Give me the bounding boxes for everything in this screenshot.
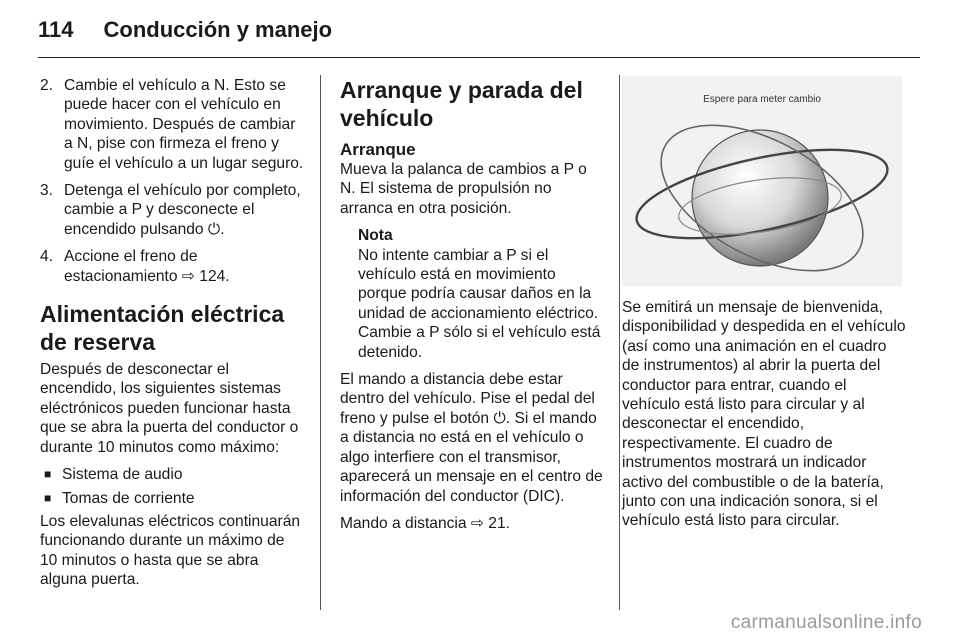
planet-illustration	[622, 76, 902, 286]
paragraph: Mueva la palanca de cambios a P o N. El sistema de propulsión no arranca en otra posición.	[340, 161, 587, 217]
column-divider	[619, 75, 620, 610]
list-text: Cambie el vehículo a N. Esto se puede hacer con el vehículo en movimiento. Después de cambiar a N, pise con firmeza el freno y guíe el vehículo a un lugar seguro.	[64, 77, 304, 172]
list-number: 4.	[40, 248, 54, 266]
paragraph: El mando a distancia debe estar dentro del vehículo. Pise el pedal del freno y pulse el botón ⏻. Si el mando a distancia no está en el vehículo o algo interfiere con el transmisor, aparecerá un mensaje en el centro de información del conductor (DIC).	[340, 371, 603, 505]
note-text: No intente cambiar a P si el vehículo está en movimiento porque podría causar daños en la unidad de accionamiento eléctrico. Cambie a P sólo si el vehículo está detenido.	[358, 246, 601, 361]
bullet-text: Sistema de audio	[62, 466, 183, 484]
bullet-icon: ■	[44, 490, 52, 505]
paragraph: Mando a distancia ⇨ 21.	[340, 514, 510, 532]
list-number: 3.	[40, 182, 54, 200]
list-text: Detenga el vehículo por completo, cambie a P y desconecte el encendido pulsando ⏻.	[64, 182, 301, 238]
watermark: carmanualsonline.info	[730, 612, 922, 633]
paragraph: Los elevalunas eléctricos continuarán funcionando durante un máximo de 10 minutos o hasta que se abra alguna puerta.	[40, 512, 301, 589]
heading-reserve-power: Alimentación eléctrica de reserva	[40, 301, 285, 356]
bullet-item	[44, 465, 306, 484]
page-header	[38, 10, 332, 50]
note-title: Nota	[358, 227, 393, 245]
page-number: 114	[38, 17, 74, 42]
figure-caption: Espere para meter cambio	[703, 94, 821, 105]
list-item	[40, 247, 306, 286]
dashboard-figure	[622, 76, 902, 286]
column-2	[340, 76, 606, 541]
subheading-start: Arranque	[340, 140, 416, 159]
paragraph: Después de desconectar el encendido, los siguientes sistemas eléctrónicos pueden funcionar hasta que se abra la puerta del conductor o durante 10 minutos como máximo:	[40, 361, 299, 456]
section-title: Conducción y manejo	[103, 17, 333, 42]
bullet-item	[44, 489, 306, 508]
note-box	[358, 226, 606, 362]
column-3	[622, 76, 906, 539]
bullet-icon: ■	[44, 467, 52, 482]
column-1	[40, 76, 306, 598]
paragraph: Se emitirá un mensaje de bienvenida, disponibilidad y despedida en el vehículo (así como una animación en el cuadro de instrumentos) al abrir la puerta del conductor para entrar, cuando el vehículo está listo para circular y al desconectar el encendido, respectivamente. El cuadro de instrumentos mostrará un indicador activo del combustible o de la batería, junto con una indicación sonora, si el vehículo está listo para circular.	[622, 299, 906, 530]
list-item	[40, 181, 306, 239]
header-rule	[38, 57, 920, 58]
list-text: Accione el freno de estacionamiento ⇨ 124.	[64, 248, 230, 285]
list-item	[40, 76, 306, 173]
bullet-text: Tomas de corriente	[62, 489, 195, 507]
list-number: 2.	[40, 77, 54, 94]
column-divider	[320, 75, 321, 610]
heading-start-stop: Arranque y parada del vehículo	[340, 77, 583, 131]
